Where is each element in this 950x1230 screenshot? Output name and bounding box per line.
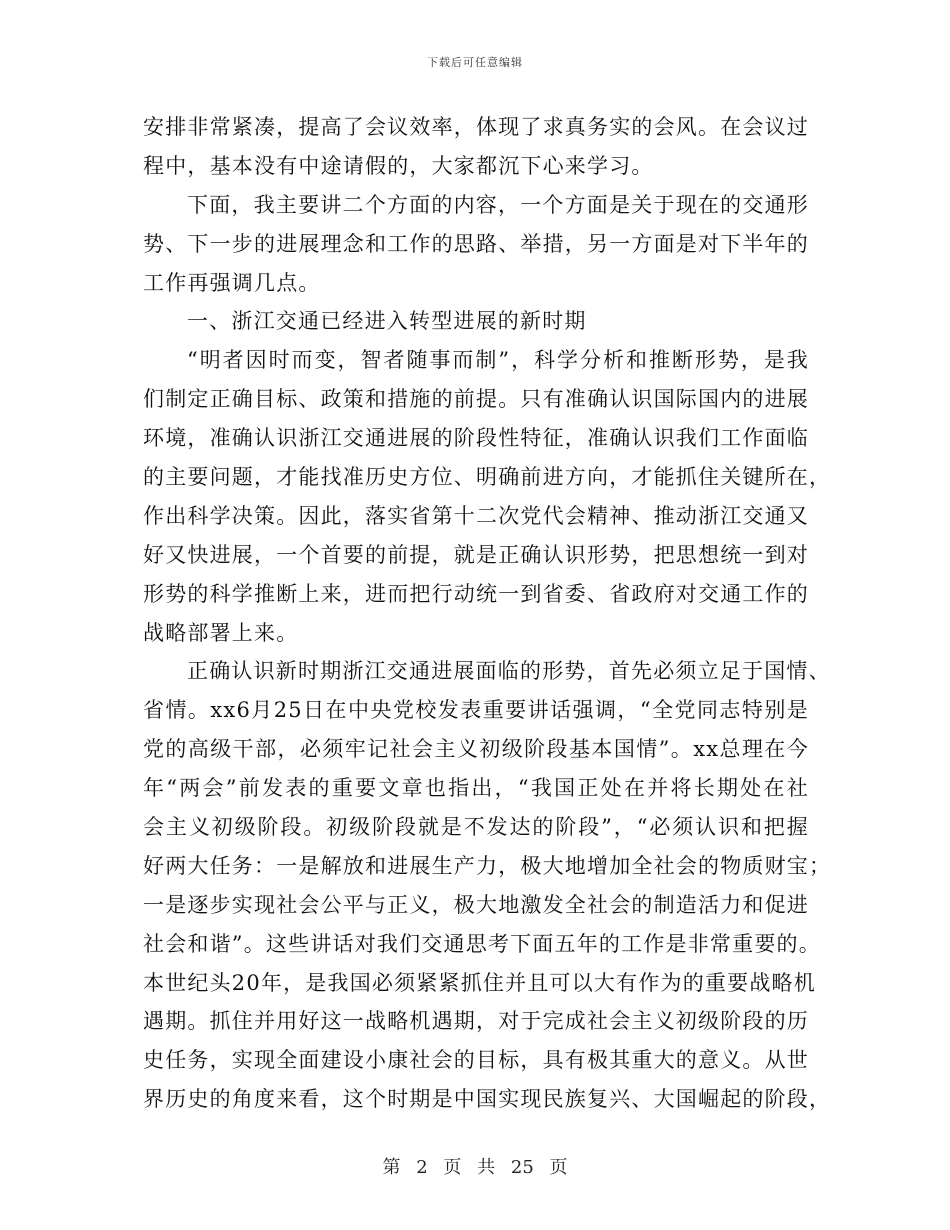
text-line: 正确认识新时期浙江交通进展面临的形势，首先必须立足于国情、 <box>187 659 831 684</box>
text-line: 党的高级干部，必须牢记社会主义初级阶段基本国情”。xx总理在今 <box>143 737 809 762</box>
text-line: 好又快进展，一个首要的前提，就是正确认识形势，把思想统一到对 <box>143 542 809 567</box>
section-heading: 一、浙江交通已经进入转型进展的新时期 <box>187 309 587 334</box>
page-label-suffix: 页 <box>549 1157 568 1178</box>
document-body <box>143 108 832 1119</box>
total-pages-number: 25 <box>510 1157 534 1178</box>
text-line: 会主义初级阶段。初级阶段就是不发达的阶段”，“必须认识和把握 <box>143 815 809 840</box>
page-label-prefix: 第 <box>382 1157 401 1178</box>
text-line: 下面，我主要讲二个方面的内容，一个方面是关于现在的交通形 <box>187 192 809 217</box>
text-line: 安排非常紧凑，提高了会议效率，体现了求真务实的会风。在会议过 <box>143 115 809 139</box>
current-page-number: 2 <box>416 1157 428 1178</box>
text-line: 本世纪头20年，是我国必须紧紧抓住并且可以大有作为的重要战略机 <box>143 970 816 995</box>
page-label-mid: 页 <box>443 1157 462 1178</box>
text-line: 势、下一步的进展理念和工作的思路、举措，另一方面是对下半年的 <box>143 231 809 256</box>
text-line: 工作再强调几点。 <box>143 270 321 295</box>
text-line: 界历史的角度来看，这个时期是中国实现民族复兴、大国崛起的阶段， <box>143 1087 832 1112</box>
text-line: 史任务，实现全面建设小康社会的目标，具有极其重大的意义。从世 <box>143 1048 809 1073</box>
page-header: 下载后可任意编辑 <box>427 56 523 69</box>
text-line: 们制定正确目标、政策和措施的前提。只有准确认识国际国内的进展 <box>143 387 809 412</box>
page-footer <box>0 1153 950 1179</box>
text-line: 作出科学决策。因此，落实省第十二次党代会精神、推动浙江交通又 <box>143 503 809 528</box>
text-line: 年“两会”前发表的重要文章也指出，“我国正处在并将长期处在社 <box>143 776 809 801</box>
text-line: 环境，准确认识浙江交通进展的阶段性特征，准确认识我们工作面临 <box>143 426 809 451</box>
text-line: 社会和谐”。这些讲话对我们交通思考下面五年的工作是非常重要的。 <box>143 931 821 956</box>
text-line: 省情。xx6月25日在中央党校发表重要讲话强调，“全党同志特别是 <box>143 698 809 723</box>
text-line: 一是逐步实现社会公平与正义，极大地激发全社会的制造活力和促进 <box>143 892 809 917</box>
text-line: 的主要问题，才能找准历史方位、明确前进方向，才能抓住关键所在， <box>143 465 832 490</box>
text-line: 形势的科学推断上来，进而把行动统一到省委、省政府对交通工作的 <box>143 581 809 606</box>
text-line: 战略部署上来。 <box>143 620 299 645</box>
text-line: 程中，基本没有中途请假的，大家都沉下心来学习。 <box>143 153 654 178</box>
text-line: “明者因时而变，智者随事而制”，科学分析和推断形势，是我 <box>187 348 809 373</box>
page-label-total-prefix: 共 <box>477 1157 496 1178</box>
text-line: 好两大任务：一是解放和进展生产力，极大地增加全社会的物质财宝； <box>143 853 832 878</box>
text-line: 遇期。抓住并用好这一战略机遇期，对于完成社会主义初级阶段的历 <box>143 1009 809 1034</box>
